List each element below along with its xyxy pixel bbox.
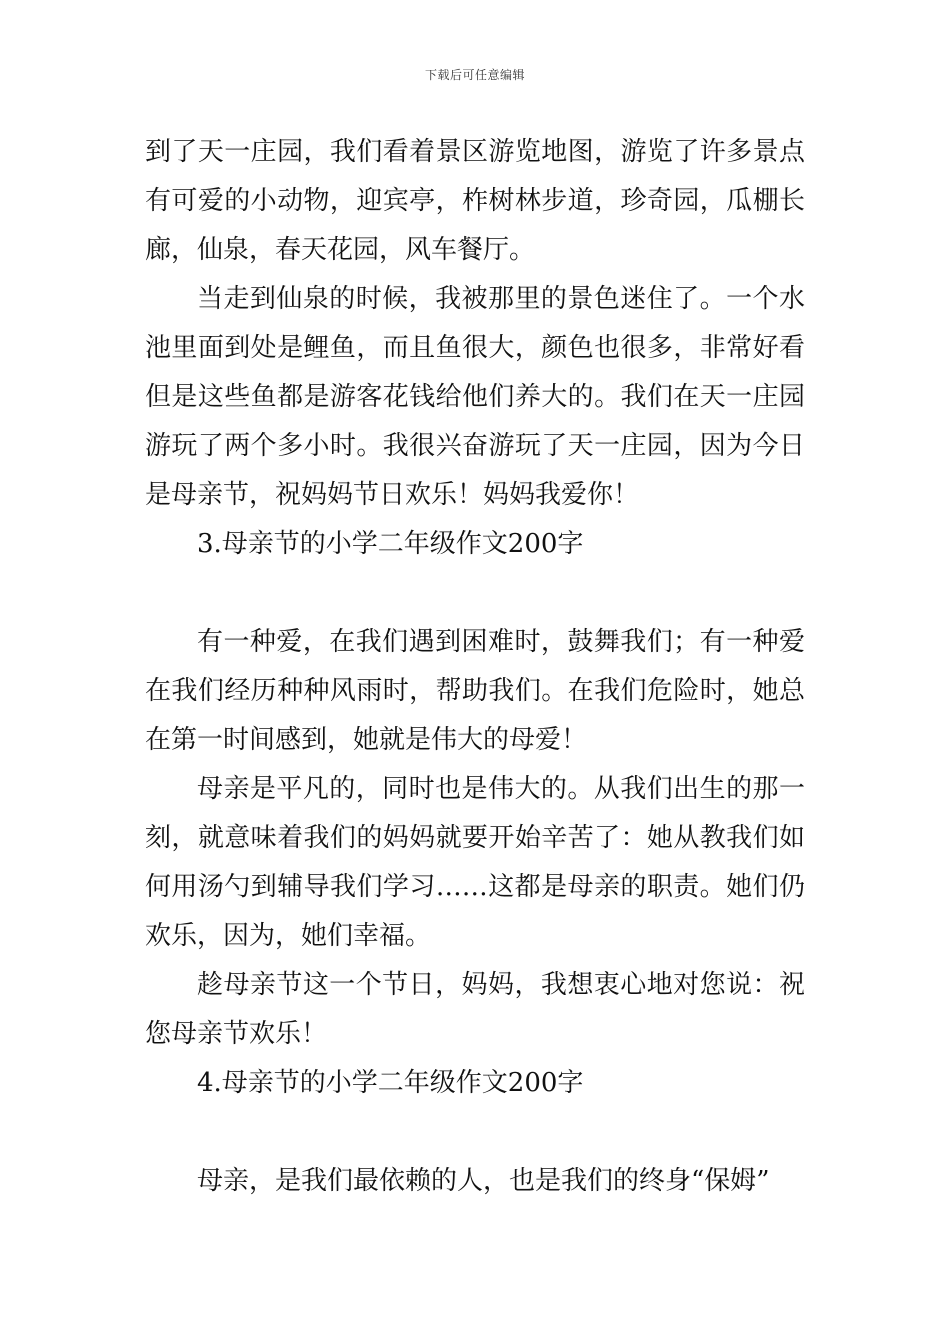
page-header: 下载后可任意编辑 [424, 68, 525, 82]
blank-line [145, 1108, 805, 1157]
section-heading-3: 3.母亲节的小学二年级作文200字 [197, 529, 584, 559]
paragraph-mother-ordinary: 母亲是平凡的，同时也是伟大的。从我们出生的那一刻，就意味着我们的妈妈就要开始辛苦了：她从教我们如何用汤勺到辅导我们学习……这都是母亲的职责。她们仍欢乐，因为，她们幸福。 [145, 774, 805, 951]
blank-line [145, 569, 805, 618]
section-heading-4: 4.母亲节的小学二年级作文200字 [197, 1068, 584, 1098]
paragraph-kind-of-love: 有一种爱，在我们遇到困难时，鼓舞我们；有一种爱在我们经历种种风雨时，帮助我们。在我们危险时，她总在第一时间感到，她就是伟大的母爱！ [145, 627, 805, 755]
document-body [145, 128, 805, 1206]
paragraph-mother-nanny: 母亲，是我们最依赖的人，也是我们的终身“保姆” [197, 1166, 770, 1196]
paragraph-mothers-day-wish: 趁母亲节这一个节日，妈妈，我想衷心地对您说：祝您母亲节欢乐！ [145, 970, 805, 1049]
paragraph-fairy-spring: 当走到仙泉的时候，我被那里的景色迷住了。一个水池里面到处是鲤鱼，而且鱼很大，颜色也很多，非常好看但是这些鱼都是游客花钱给他们养大的。我们在天一庄园游玩了两个多小时。我很兴奋游玩了天一庄园，因为今日是母亲节，祝妈妈节日欢乐！妈妈我爱你！ [145, 284, 805, 510]
paragraph-garden-tour: 到了天一庄园，我们看着景区游览地图，游览了许多景点有可爱的小动物，迎宾亭，柞树林步道，珍奇园，瓜棚长廊，仙泉，春天花园，风车餐厅。 [145, 137, 805, 265]
